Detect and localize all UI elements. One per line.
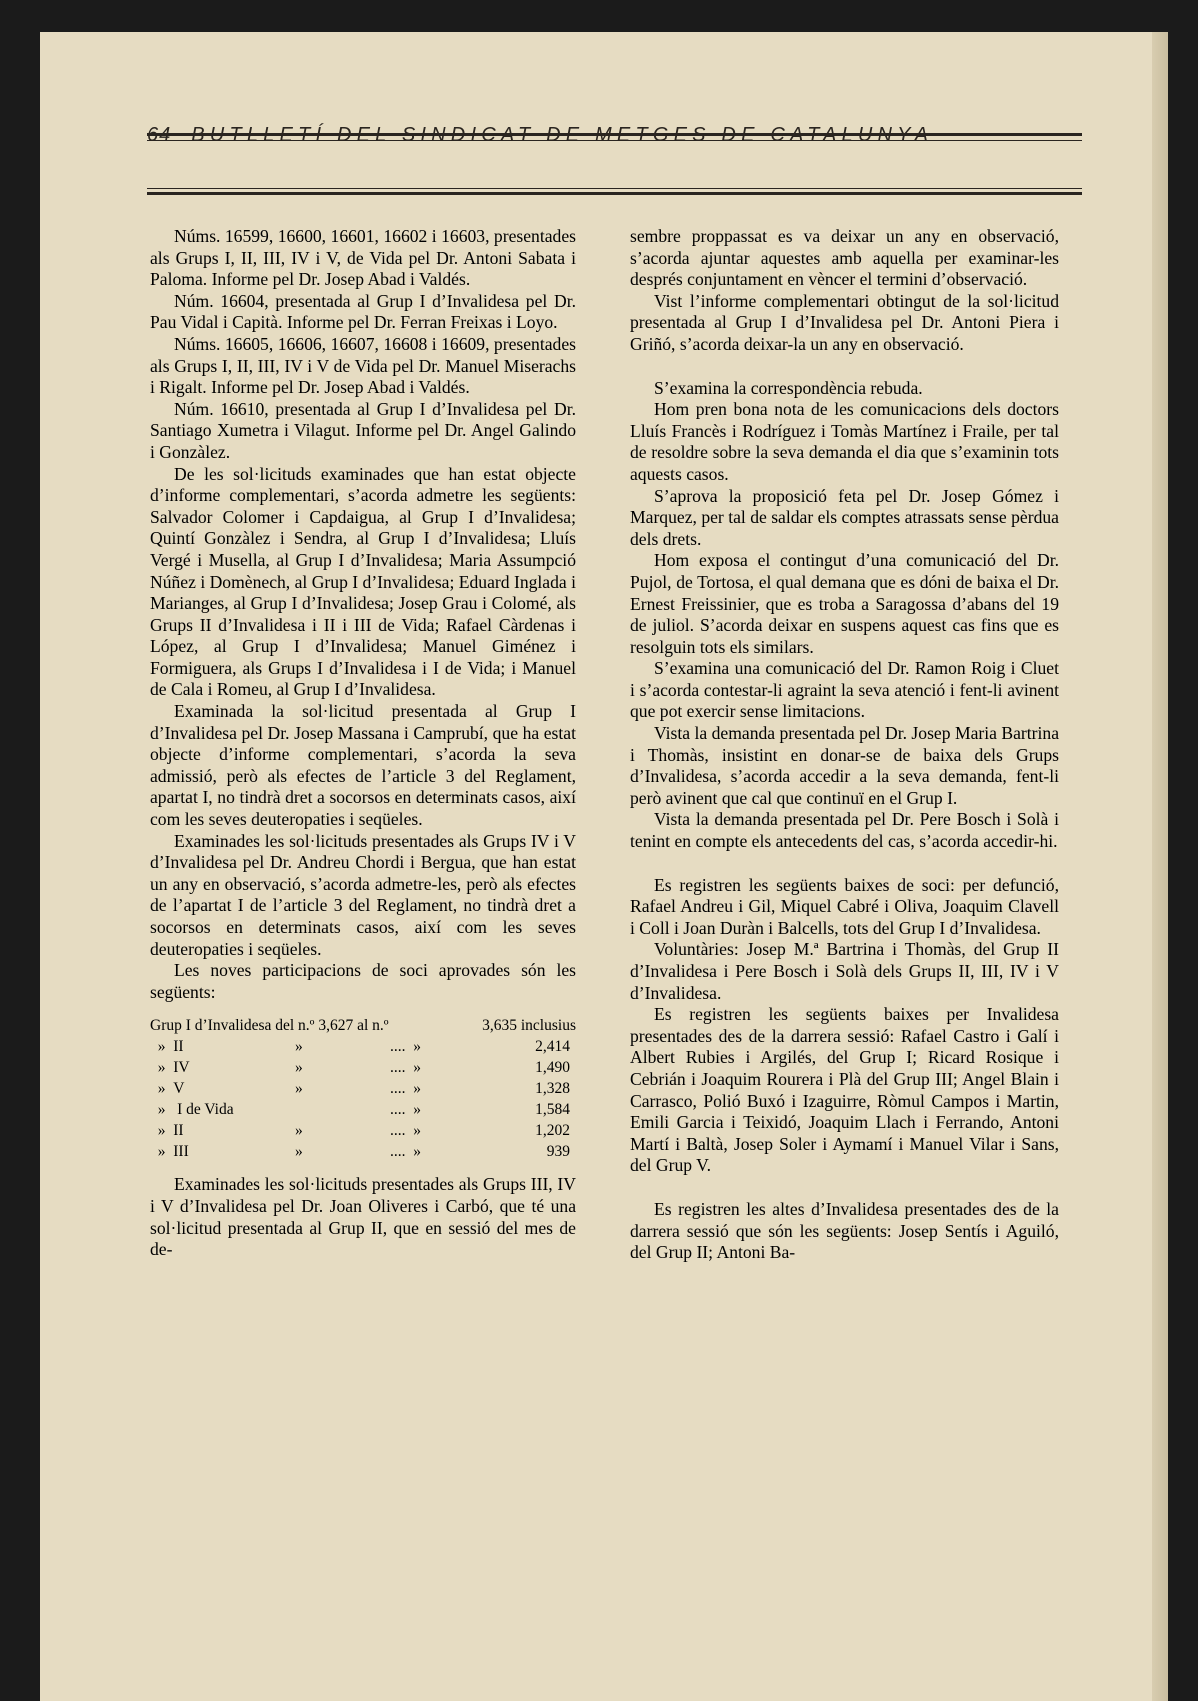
- leader-dots: ....: [390, 1080, 406, 1098]
- paragraph: De les sol·licituds examinades que han estat objecte d’informe complementari, s’acorda admetre les següents: Salvador Colomer i Capdaigua, al Grup I d’Invalidesa; Quintí Gonzàlez i Sendra, al Grup I d’Invalidesa; Lluís Vergé i Musella, al Grup I d’Invalidesa; Maria Assumpció Núñez i Domènech, al Grup I d’Invalidesa; Eduard Inglada i Marianges, al Grup I d’Invalidesa; Josep Grau i Colomé, als Grups II d’Invalidesa i II i III de Vida; Rafael Càrdenas i López, al Grup I d’Invalidesa; Manuel Giménez i Formiguera, als Grups I d’Invalidesa i I de Vida; i Manuel de Cala i Romeu, al Grup I d’Invalidesa.: [150, 463, 577, 700]
- ditto-mark: »: [295, 1080, 303, 1098]
- participation-number: 1,584: [535, 1101, 570, 1119]
- participation-number: 1,202: [535, 1122, 570, 1140]
- leader-dots: ....: [390, 1038, 406, 1056]
- ditto-mark: »: [157, 1080, 166, 1098]
- journal-title: BUTLLETÍ DEL SINDICAT DE METGES DE CATALUNYA: [191, 123, 934, 146]
- participation-number: 2,414: [535, 1038, 570, 1056]
- paragraph: Es registren les altes d’Invalidesa presentades des de la darrera sessió que són les següents: Josep Sentís i Aguiló, del Grup II; Antoni Ba-: [630, 1198, 1059, 1263]
- table-row: [150, 1141, 576, 1162]
- participation-number: 1,490: [535, 1059, 570, 1077]
- participation-number: 939: [546, 1143, 570, 1161]
- group-name: III: [173, 1143, 189, 1161]
- page-edge: [1152, 32, 1168, 1701]
- ditto-mark: »: [413, 1059, 421, 1077]
- paragraph: Es registren les següents baixes de soci: per defunció, Rafael Andreu i Gil, Miquel Cabré i Oliva, Joaquim Clavell i Coll i Joan Duràn i Balcells, tots del Grup I d’Invalidesa.: [630, 874, 1059, 938]
- ditto-mark: »: [295, 1143, 303, 1161]
- paragraph: Examinada la sol·licitud presentada al Grup I d’Invalidesa pel Dr. Josep Massana i Camprubí, que ha estat objecte d’informe complementari, s’acorda la seva admissió, però als efectes de l’article 3 del Reglament, apartat I, no tindrà dret a socorsos en determinats casos, així com les seves deuteropaties i seqüeles.: [150, 701, 576, 830]
- paragraph: Vist l’informe complementari obtingut de la sol·licitud presentada al Grup I d’Invalidesa pel Dr. Antoni Piera i Griñó, s’acorda deixar-la un any en observació.: [630, 290, 1059, 354]
- table-row: [150, 1099, 576, 1120]
- group-name: II: [173, 1038, 184, 1056]
- left-column: [150, 226, 576, 1261]
- ditto-mark: »: [157, 1059, 166, 1077]
- table-row: [150, 1015, 576, 1036]
- ditto-mark: »: [295, 1122, 303, 1140]
- ditto-mark: »: [157, 1038, 166, 1056]
- ditto-mark: »: [413, 1038, 421, 1056]
- leader-dots: ....: [390, 1059, 406, 1077]
- section-gap: [630, 1177, 1059, 1199]
- leader-dots: ....: [390, 1143, 406, 1161]
- paragraph: Examinades les sol·licituds presentades als Grups IV i V d’Invalidesa pel Dr. Andreu Chordi i Bergua, que han estat un any en observació, s’acorda admetre-les, però als efectes de l’apartat I de l’article 3 del Reglament, no tindrà dret a socorsos en determinats casos, així com les seves deuteropaties i seqüeles.: [150, 830, 576, 959]
- header-rule-bottom: [147, 192, 1082, 195]
- paragraph: Hom exposa el contingut d’una comunicació del Dr. Pujol, de Tortosa, el qual demana que es dóni de baixa el Dr. Ernest Freissinier, que es troba a Saragossa d’abans del 19 de juliol. S’acorda deixar en suspens aquest cas fins que es resolguin tots els similars.: [630, 550, 1059, 657]
- paragraph: S’examina una comunicació del Dr. Ramon Roig i Cluet i s’acorda contestar-li agraint la seva atenció i fent-li avinent que pot exercir sense limitacions.: [630, 658, 1059, 722]
- section-gap: [630, 356, 1059, 378]
- table-head-value: 3,635: [482, 1017, 517, 1035]
- paragraph: Es registren les següents baixes per Invalidesa presentades des de la darrera sessió: Rafael Castro i Galí i Albert Rubies i Argilés, del Grup I; Ricard Rosique i Cebrián i Joaquim Rourera i Plà del Grup III; Angel Blain i Carrasco, Polió Buxó i Izaguirre, Ròmul Campos i Martin, Emili Garcia i Teixidó, Joaquim Llach i Ferrando, Antoni Martí i Baltà, Josep Soler i Aymamí i Manuel Vilar i Sans, del Grup V.: [630, 1004, 1059, 1176]
- ditto-mark: »: [413, 1143, 421, 1161]
- paragraph: Hom pren bona nota de les comunicacions dels doctors Lluís Francès i Rodríguez i Tomàs Martínez i Fraile, per tal de resoldre sobre la seva demanda el dia que s’examinin tots aquests casos.: [630, 399, 1059, 484]
- leader-dots: ....: [390, 1122, 406, 1140]
- running-header: [147, 118, 1082, 152]
- right-column: [630, 226, 1059, 1264]
- paragraph: Núms. 16599, 16600, 16601, 16602 i 16603, presentades als Grups I, II, III, IV i V, de Vida pel Dr. Antoni Sabata i Paloma. Informe pel Dr. Josep Abad i Valdés.: [150, 226, 576, 290]
- paragraph: Examinades les sol·licituds presentades als Grups III, IV i V d’Invalidesa pel Dr. Joan Oliveres i Carbó, que té una sol·licitud presentada al Grup II, que en sessió del mes de de-: [150, 1174, 576, 1260]
- section-gap: [630, 853, 1059, 875]
- leader-dots: ....: [390, 1101, 406, 1119]
- ditto-mark: »: [157, 1101, 166, 1119]
- ditto-mark: »: [413, 1101, 421, 1119]
- header-rule-bottom-thin: [147, 188, 1082, 189]
- participations-table: [150, 1015, 576, 1162]
- table-head-group: Grup I d’Invalidesa del n.º 3,627 al n.º: [150, 1017, 389, 1035]
- paragraph: Núm. 16610, presentada al Grup I d’Invalidesa pel Dr. Santiago Xumetra i Vilagut. Informe pel Dr. Angel Galindo i Gonzàlez.: [150, 398, 576, 462]
- paragraph: S’examina la correspondència rebuda.: [654, 377, 923, 398]
- paragraph: Núm. 16604, presentada al Grup I d’Invalidesa pel Dr. Pau Vidal i Capità. Informe pel Dr. Ferran Freixas i Loyo.: [150, 290, 576, 333]
- paragraph: sembre proppassat es va deixar un any en observació, s’acorda ajuntar aquestes amb aquella per examinar-les després conjuntament en vèncer el termini d’observació.: [630, 226, 1059, 290]
- page-number: 64: [147, 123, 172, 146]
- paragraph: Les noves participacions de soci aprovades són les següents:: [150, 960, 576, 1002]
- ditto-mark: »: [295, 1059, 303, 1077]
- paragraph: Vista la demanda presentada pel Dr. Josep Maria Bartrina i Thomàs, insistint en donar-se de baixa dels Grups d’Invalidesa, s’acorda accedir a la seva demanda, fent-li però avinent que cal que continuï en el Grup I.: [630, 723, 1059, 808]
- group-name: V: [173, 1080, 185, 1098]
- ditto-mark: »: [413, 1080, 421, 1098]
- group-name: I de Vida: [177, 1101, 234, 1119]
- paragraph: S’aprova la proposició feta pel Dr. Josep Gómez i Marquez, per tal de saldar els comptes atrassats sense pèrdua dels drets.: [630, 485, 1059, 549]
- table-row: [150, 1078, 576, 1099]
- paragraph: Vista la demanda presentada pel Dr. Pere Bosch i Solà i tenint en compte els antecedents del cas, s’acorda accedir-hi.: [630, 809, 1059, 852]
- ditto-mark: »: [413, 1122, 421, 1140]
- table-row: [150, 1057, 576, 1078]
- paragraph: Núms. 16605, 16606, 16607, 16608 i 16609, presentades als Grups I, II, III, IV i V de Vida pel Dr. Manuel Miserachs i Rigalt. Informe pel Dr. Josep Abad i Valdés.: [150, 333, 576, 398]
- ditto-mark: »: [157, 1143, 166, 1161]
- table-head-suffix: inclusius: [520, 1017, 576, 1035]
- paragraph: Voluntàries: Josep M.ª Bartrina i Thomàs, del Grup II d’Invalidesa i Pere Bosch i Solà dels Grups II, III, IV i V d’Invalidesa.: [630, 939, 1059, 1003]
- table-row: [150, 1036, 576, 1057]
- participation-number: 1,328: [535, 1080, 570, 1098]
- table-row: [150, 1120, 576, 1141]
- ditto-mark: »: [295, 1038, 303, 1056]
- group-name: IV: [173, 1059, 190, 1077]
- ditto-mark: »: [157, 1122, 166, 1140]
- group-name: II: [173, 1122, 184, 1140]
